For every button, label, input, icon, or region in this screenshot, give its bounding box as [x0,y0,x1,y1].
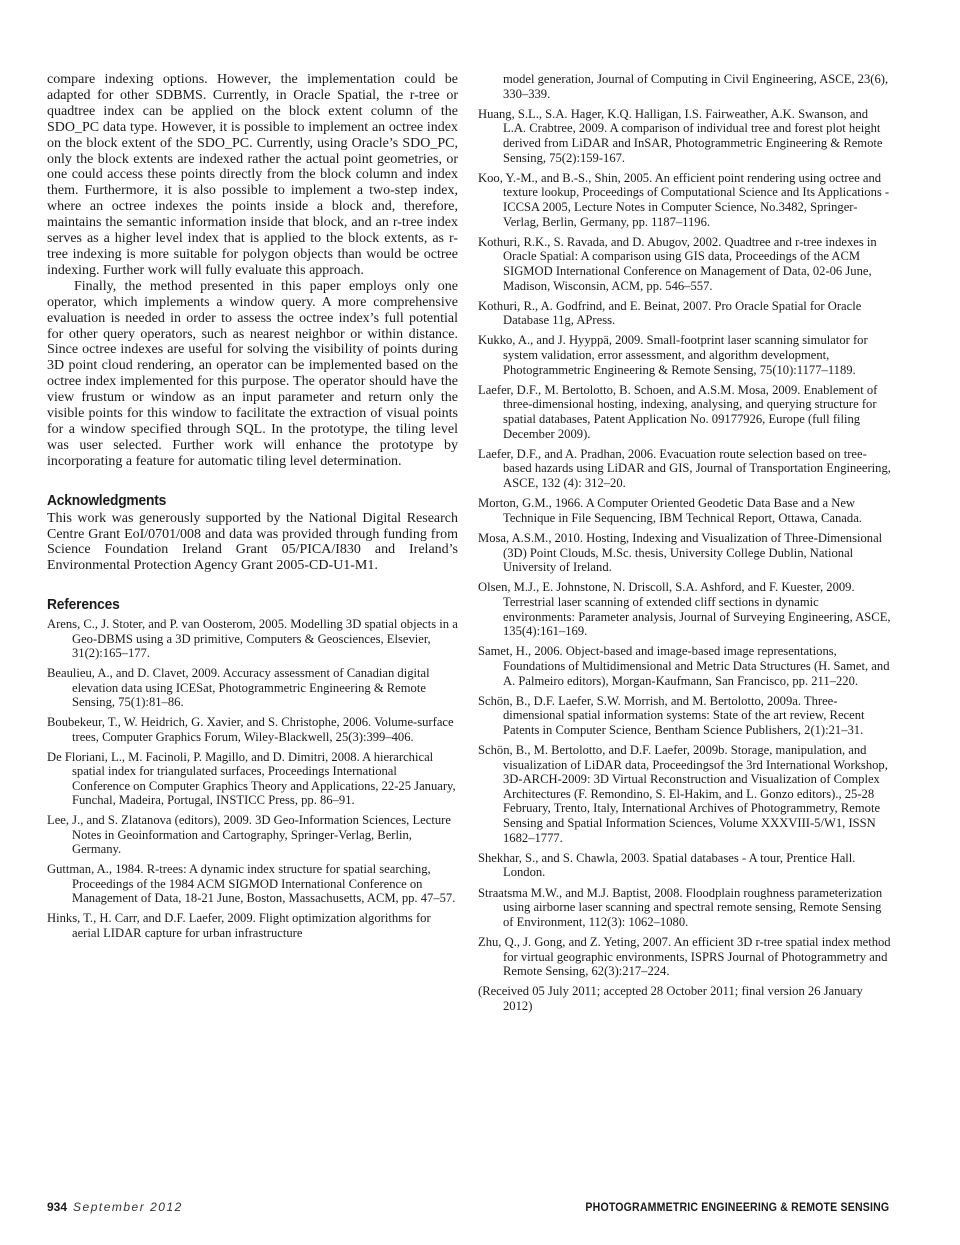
reference-item: Olsen, M.J., E. Johnstone, N. Driscoll, S.A. Ashford, and F. Kuester, 2009. Terrestrial laser scanning of extended cliff sections in dynamic environments: Parameter analysis, Journal of Surveying Engineering, ASCE, 135(4):161–169. [478,580,891,639]
paragraph: compare indexing options. However, the implementation could be adapted for other SDBMS. Currently, in Oracle Spatial, the r-tree or quadtree index can be applied on the block extent column of the SDO_PC data type. However, it is possible to implement an octree index on the block extent of the SDO_PC. Currently, using Oracle’s SDO_PC, only the block extents are indexed rather the actual point geometries, or one could access these points directly from the block column and index them. Furthermore, it is also possible to implement a two-step index, where an octree indexes the points inside a block and, therefore, maintains the semantic information inside that block, and an r-tree index serves as a higher level index that is applied to the block extents, as r-tree indexing is more suitable for polygon objects than would be octree indexing. Further work will fully evaluate this approach. [47,72,458,278]
paragraph: This work was generously supported by the National Digital Research Centre Grant EoI/0701/008 and data was provided through funding from Science Foundation Ireland Grant 05/PICA/I830 and Ireland’s Environmental Protection Agency Grant 2005-CD-U1-M1. [47,510,458,574]
reference-item: De Floriani, L., M. Facinoli, P. Magillo, and D. Dimitri, 2008. A hierarchical spatial index for triangulated surfaces, Proceedings International Conference on Computer Graphics Theory and Applications, 22-25 January, Funchal, Madeira, Portugal, INSTICC Press, pp. 86–91. [47,749,456,808]
reference-item: Laefer, D.F., M. Bertolotto, B. Schoen, and A.S.M. Mosa, 2009. Enablement of three-dimensional hosting, indexing, analysing, and querying structure for spatial databases, Patent Application No. 09177926, Europe (full filing December 2009). [478,382,878,441]
reference-item: Morton, G.M., 1966. A Computer Oriented Geodetic Data Base and a New Technique in File Sequencing, IBM Technical Report, Ottawa, Canada. [478,496,862,525]
acknowledgments-text [47,511,458,575]
reference-item: Zhu, Q., J. Gong, and Z. Yeting, 2007. An efficient 3D r-tree spatial index method for virtual geographic environments, ISPRS Journal of Photogrammetry and Remote Sensing, 62(3):217–224. [478,934,891,979]
reference-list [478,72,891,979]
reference-item: Straatsma M.W., and M.J. Baptist, 2008. Floodplain roughness parameterization using airborne laser scanning and spectral remote sensing, Remote Sensing of Environment, 112(3): 1062–1080. [478,885,883,929]
reference-item: Kukko, A., and J. Hyyppä, 2009. Small-footprint laser scanning simulator for system validation, error assessment, and algorithm development, Photogrammetric Engineering & Remote Sensing, 75(10):1177–1189. [478,333,868,377]
reference-item: Mosa, A.S.M., 2010. Hosting, Indexing and Visualization of Three-Dimensional (3D) Point Clouds, M.Sc. thesis, University College Dublin, National University of Ireland. [478,530,883,575]
reference-item: Kothuri, R.K., S. Ravada, and D. Abugov, 2002. Quadtree and r-tree indexes in Oracle Spatial: A comparison using GIS data, Proceedings of the ACM SIGMOD International Conference on Management of Data, 02-06 June, Madison, Wisconsin, ACM, pp. 546–557. [478,234,877,293]
reference-item: Schön, B., M. Bertolotto, and D.F. Laefer, 2009b. Storage, manipulation, and visualization of LiDAR data, Proceedingsof the 3rd International Workshop, 3D-ARCH-2009: 3D Virtual Reconstruction and Visualization of Complex Architectures (F. Remondino, S. El-Hakim, and L. Gonzo editors)., 25-28 February, Trento, Italy, International Archives of Photogrammetry, Remote Sensing and Spatial Information Sciences, Volume XXXVIII-5/W1, ISSN 1682–1777. [478,743,888,845]
reference-item: Boubekeur, T., W. Heidrich, G. Xavier, and S. Christophe, 2006. Volume-surface trees, Computer Graphics Forum, Wiley-Blackwell, 25(3):399–406. [47,715,454,744]
reference-list [47,617,458,940]
reference-item: Lee, J., and S. Zlatanova (editors), 2009. 3D Geo-Information Sciences, Lecture Notes in Geoinformation and Cartography, Springer-Verlag, Berlin, Germany. [47,813,451,857]
references-heading: References [47,596,120,614]
left-column [47,72,458,945]
reference-item: Schön, B., D.F. Laefer, S.W. Morrish, and M. Bertolotto, 2009a. Three-dimensional spatial information systems: State of the art review, Recent Patents in Computer Science, Bentham Science Publishers, 2(1):21–31. [478,693,865,737]
reference-item: Samet, H., 2006. Object-based and image-based image representations, Foundations of Multidimensional and Metric Data Structures (H. Samet, and A. Palmeiro editors), Morgan-Kaufmann, San Francisco, pp. 211–220. [478,644,890,688]
reference-item: Laefer, D.F., and A. Pradhan, 2006. Evacuation route selection based on tree-based hazards using LiDAR and GIS, Journal of Transportation Engineering, ASCE, 132 (4): 312–20. [478,446,891,490]
body-text [47,72,458,470]
reference-item: Arens, C., J. Stoter, and P. van Oosterom, 2005. Modelling 3D spatial objects in a Geo-DBMS using a 3D primitive, Computers & Geosciences, Elsevier, 31(2):165–177. [47,617,458,661]
page-number: 934 [47,1200,68,1214]
reference-item: Koo, Y.-M., and B.-S., Shin, 2005. An efficient point rendering using octree and texture lookup, Proceedings of Computational Science and Its Applications - ICCSA 2005, Lecture Notes in Computer Science, No.3482, Springer-Verlag, Berlin, Germany, pp. 1187–1196. [478,170,890,229]
reference-continuation: model generation, Journal of Computing in Civil Engineering, ASCE, 23(6), 330–339. [503,72,889,101]
paragraph: Finally, the method presented in this paper employs only one operator, which implements a window query. A more comprehensive evaluation is needed in order to assess the octree index’s full potential for other query operators, such as nearest neighbor or within distance. Since octree indexes are useful for solving the visibility of points during 3D point cloud rendering, an operator can be implemented based on the octree index implemented for this purpose. The operator should have the view frustum or window as an input parameter and return only the visible points for this window to facilitate the extraction of visual points for a window specified through SQL. In the prototype, the tiling level was user selected. Further work will enhance the prototype by incorporating a feature for automatic tiling level determination. [47,278,458,469]
reference-item: Hinks, T., H. Carr, and D.F. Laefer, 2009. Flight optimization algorithms for aerial LIDAR capture for urban infrastructure [47,911,431,940]
reference-item: Beaulieu, A., and D. Clavet, 2009. Accuracy assessment of Canadian digital elevation data using ICESat, Photogrammetric Engineering & Remote Sensing, 75(1):81–86. [47,666,430,710]
reference-item: Guttman, A., 1984. R-trees: A dynamic index structure for spatial searching, Proceedings of the 1984 ACM SIGMOD International Conference on Management of Data, 18-21 June, Boston, Massachusetts, ACM, pp. 47–57. [47,862,456,906]
issue-date: September 2012 [73,1200,183,1214]
journal-name: PHOTOGRAMMETRIC ENGINEERING & REMOTE SENSING [585,1200,889,1214]
received-note: (Received 05 July 2011; accepted 28 October 2011; final version 26 January 2012) [478,984,863,1013]
reference-item: Huang, S.L., S.A. Hager, K.Q. Halligan, I.S. Fairweather, A.K. Swanson, and L.A. Crabtree, 2009. A comparison of individual tree and forest plot height derived from LiDAR and InSAR, Photogrammetric Engineering & Remote Sensing, 75(2):159-167. [478,106,883,165]
acknowledgments-heading: Acknowledgments [47,491,167,509]
right-column [478,72,891,1014]
reference-item: Shekhar, S., and S. Chawla, 2003. Spatial databases - A tour, Prentice Hall. London. [478,850,856,880]
footer-left [47,1200,183,1214]
reference-item: Kothuri, R., A. Godfrind, and E. Beinat, 2007. Pro Oracle Spatial for Oracle Database 11g, APress. [478,298,862,328]
